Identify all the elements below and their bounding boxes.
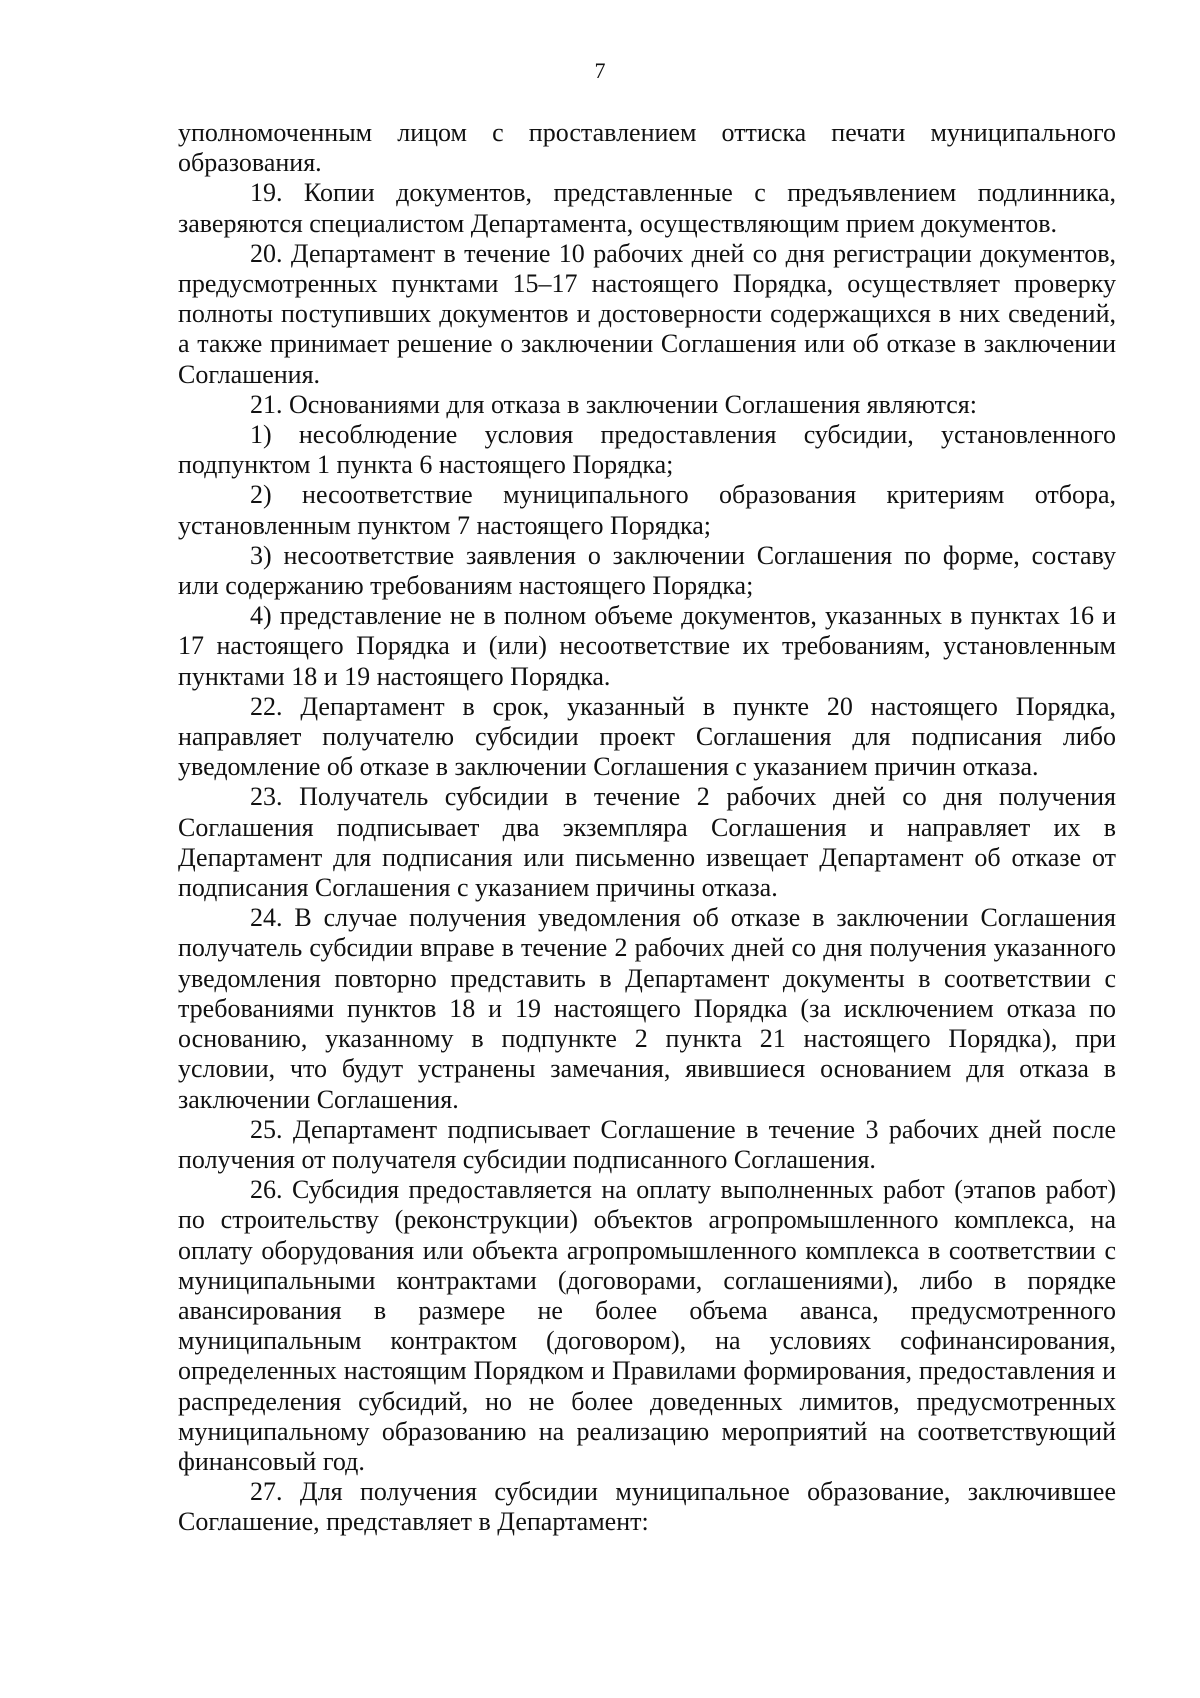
subparagraph-21-2: 2) несоответствие муниципального образования критериям отбора, установленным пунктом 7 настоящего Порядка; — [178, 480, 1116, 540]
paragraph-item-22: 22. Департамент в срок, указанный в пункте 20 настоящего Порядка, направляет получателю субсидии проект Соглашения для подписания либо уведомление об отказе в заключении Соглашения с указанием причин отказа. — [178, 691, 1116, 782]
paragraph-continuation: уполномоченным лицом с проставлением оттиска печати муниципального образования. — [178, 118, 1116, 178]
paragraph-item-26: 26. Субсидия предоставляется на оплату выполненных работ (этапов работ) по строительству (реконструкции) объектов агропромышленного комплекса, на оплату оборудования или объекта агропромышленного комплекса в соответствии с муниципальными контрактами (договорами, соглашениями), либо в порядке авансирования в размере не более объема аванса, предусмотренного муниципальным контрактом (договором), на условиях софинансирования, определенных настоящим Порядком и Правилами формирования, предоставления и распределения субсидий, но не более доведенных лимитов, предусмотренных муниципальному образованию на реализацию мероприятий на соответствующий финансовый год. — [178, 1175, 1116, 1476]
page-number: 7 — [594, 58, 606, 83]
subparagraph-21-3: 3) несоответствие заявления о заключении Соглашения по форме, составу или содержанию требованиям настоящего Порядка; — [178, 540, 1116, 601]
subparagraph-21-4: 4) представление не в полном объеме документов, указанных в пунктах 16 и 17 настоящего Порядка и (или) несоответствие их требованиям, установленным пунктами 18 и 19 настоящего Порядка. — [178, 601, 1116, 691]
paragraph-item-23: 23. Получатель субсидии в течение 2 рабочих дней со дня получения Соглашения подписывает два экземпляра Соглашения и направляет их в Департамент для подписания или письменно извещает Департамент об отказе от подписания Соглашения с указанием причины отказа. — [178, 782, 1116, 903]
paragraph-item-24: 24. В случае получения уведомления об отказе в заключении Соглашения получатель субсидии вправе в течение 2 рабочих дней со дня получения указанного уведомления повторно представить в Департамент документы в соответствии с требованиями пунктов 18 и 19 настоящего Порядка (за исключением отказа по основанию, указанному в подпункте 2 пункта 21 настоящего Порядка), при условии, что будут устранены замечания, явившиеся основанием для отказа в заключении Соглашения. — [178, 903, 1116, 1114]
subparagraph-21-1: 1) несоблюдение условия предоставления субсидии, установленного подпунктом 1 пункта 6 настоящего Порядка; — [178, 420, 1116, 480]
paragraph-item-27: 27. Для получения субсидии муниципальное образование, заключившее Соглашение, представляет в Департамент: — [178, 1477, 1116, 1537]
document-body — [178, 118, 1116, 1538]
paragraph-item-25: 25. Департамент подписывает Соглашение в течение 3 рабочих дней после получения от получателя субсидии подписанного Соглашения. — [178, 1114, 1116, 1174]
paragraph-item-20: 20. Департамент в течение 10 рабочих дней со дня регистрации документов, предусмотренных пунктами 15–17 настоящего Порядка, осуществляет проверку полноты поступивших документов и достоверности содержащихся в них сведений, а также принимает решение о заключении Соглашения или об отказе в заключении Соглашения. — [178, 238, 1116, 389]
paragraph-item-21: 21. Основаниями для отказа в заключении Соглашения являются: — [250, 389, 977, 419]
paragraph-item-19: 19. Копии документов, представленные с предъявлением подлинника, заверяются специалистом Департамента, осуществляющим прием документов. — [178, 178, 1116, 238]
